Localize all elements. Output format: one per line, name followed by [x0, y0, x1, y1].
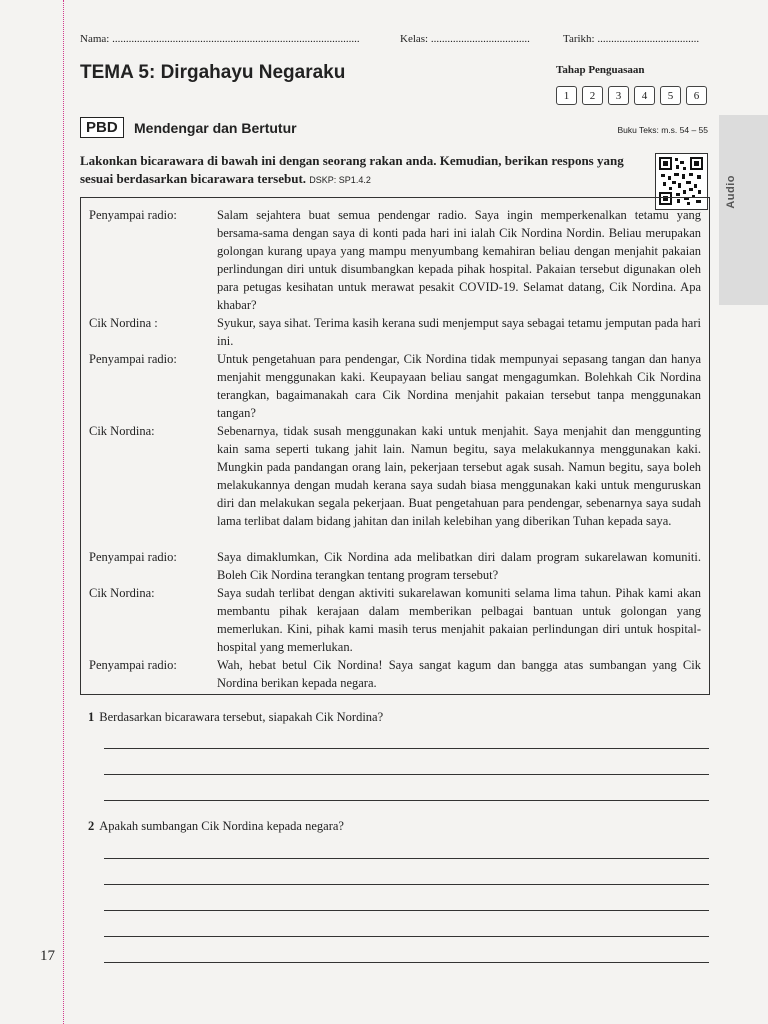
answer-line[interactable]: [104, 962, 709, 963]
answer-line[interactable]: [104, 884, 709, 885]
dialog-box: [80, 197, 710, 695]
tahap-box[interactable]: 5: [660, 86, 681, 105]
page-title: TEMA 5: Dirgahayu Negaraku: [80, 62, 346, 83]
speaker-label: Penyampai radio:: [89, 658, 177, 672]
answer-line[interactable]: [104, 748, 709, 749]
audio-side-tab[interactable]: [719, 115, 768, 305]
speech-text: Untuk pengetahuan para pendengar, Cik Nordina tidak mempunyai sepasang tangan dan hanya menjahit menggunakan kaki. Keupayaan beliau sangat mengagumkan. Bolehkah Cik Nordina terangkan, bagaimanakah cara Cik Nordina menjahit pakaian tersebut tanpa menggunakan tangan?: [217, 352, 701, 420]
tarikh-field: Tarikh: .....................................: [563, 33, 700, 45]
tahap-box[interactable]: 4: [634, 86, 655, 105]
question-text: Apakah sumbangan Cik Nordina kepada negara?: [99, 819, 344, 833]
nama-field: Nama: ..........................................................................................: [80, 33, 360, 45]
tahap-box[interactable]: 6: [686, 86, 707, 105]
tahap-box[interactable]: 3: [608, 86, 629, 105]
dialog-row: [89, 350, 701, 422]
instruction-text: Lakonkan bicarawara di bawah ini dengan seorang rakan anda. Kemudian, berikan respons yang sesuai berdasarkan bicarawara tersebut.: [80, 153, 624, 186]
question: [88, 819, 344, 834]
answer-line[interactable]: [104, 858, 709, 859]
dialog-row: [89, 656, 701, 692]
pbd-badge: PBD: [80, 117, 124, 138]
answer-line[interactable]: [104, 936, 709, 937]
speaker-label: Penyampai radio:: [89, 208, 177, 222]
speech-text: Syukur, saya sihat. Terima kasih kerana sudi menjemput saya sebagai tetamu jemputan pada hari ini.: [217, 316, 701, 348]
speaker-label: Penyampai radio:: [89, 550, 177, 564]
answer-line[interactable]: [104, 910, 709, 911]
question-number: 2: [88, 819, 95, 833]
dialog-row: [89, 548, 701, 584]
speaker-label: Penyampai radio:: [89, 352, 177, 366]
speaker-label: Cik Nordina:: [89, 586, 155, 600]
perforation-line: [63, 0, 64, 1024]
dskp-code: DSKP: SP1.4.2: [309, 175, 371, 185]
tahap-boxes: [556, 86, 707, 105]
kelas-field: Kelas: ....................................: [400, 33, 530, 45]
question-text: Berdasarkan bicarawara tersebut, siapakah Cik Nordina?: [99, 710, 384, 724]
dialog-row: [89, 206, 701, 314]
dialog-row: [89, 422, 701, 530]
speaker-label: Cik Nordina:: [89, 424, 155, 438]
dialog-row: [89, 314, 701, 350]
page-number: 17: [40, 948, 55, 964]
answer-line[interactable]: [104, 774, 709, 775]
question: [88, 710, 383, 725]
speech-text: Sebenarnya, tidak susah menggunakan kaki untuk menjahit. Saya menjahit dan menggunting kain sama seperti tukang jahit lain. Namun begitu, saya melakukannya menggunakan kaki. Mungkin pada pandangan orang lain, pekerjaan tersebut agak susah. Namun begitu, saya boleh melakukannya dengan mudah kerana saya sudah biasa menggunakan kaki untuk menguruskan diri dan melakukan segala pekerjaan. Buat pengetahuan para pendengar, sebenarnya saya sudah lama terlibat dalam bidang jahitan dan inilah kelebihan yang diberikan Tuhan kepada saya.: [217, 424, 701, 528]
skill-heading: Mendengar dan Bertutur: [134, 120, 297, 136]
speech-text: Salam sejahtera buat semua pendengar radio. Saya ingin memperkenalkan tetamu yang bersama-sama dengan saya di konti pada hari ini ialah Cik Nordina Nordin. Beliau merupakan golongan kurang upaya yang mampu menyumbang kemahiran beliau dengan menjahit pakaian perlindungan diri untuk disumbangkan kepada pihak hospital. Pakaian tersebut digunakan oleh para petugas kesihatan untuk merawat pesakit COVID-19. Selamat datang, Cik Nordina. Apa khabar?: [217, 208, 701, 312]
tahap-box[interactable]: 1: [556, 86, 577, 105]
dialog-row: [89, 584, 701, 656]
textbook-reference: Buku Teks: m.s. 54 – 55: [617, 125, 708, 135]
tahap-label: Tahap Penguasaan: [556, 64, 645, 76]
question-number: 1: [88, 710, 95, 724]
speaker-label: Cik Nordina :: [89, 316, 158, 330]
speech-text: Wah, hebat betul Cik Nordina! Saya sangat kagum dan bangga atas sumbangan yang Cik Nordina berikan kepada negara.: [217, 658, 701, 690]
audio-tab-label: Audio: [725, 175, 737, 209]
speech-text: Saya sudah terlibat dengan aktiviti sukarelawan komuniti selama lima tahun. Pihak kami akan membantu pihak kerajaan dalam memberikan pelbagai bantuan untuk golongan yang memerlukan. Kini, pihak kami masih terus menjahit pakaian perlindungan diri untuk hospital-hospital yang memerlukan.: [217, 586, 701, 654]
speech-text: Saya dimaklumkan, Cik Nordina ada melibatkan diri dalam program sukarelawan komuniti. Boleh Cik Nordina terangkan tentang program tersebut?: [217, 550, 701, 582]
instruction: [80, 152, 645, 189]
tahap-box[interactable]: 2: [582, 86, 603, 105]
answer-line[interactable]: [104, 800, 709, 801]
